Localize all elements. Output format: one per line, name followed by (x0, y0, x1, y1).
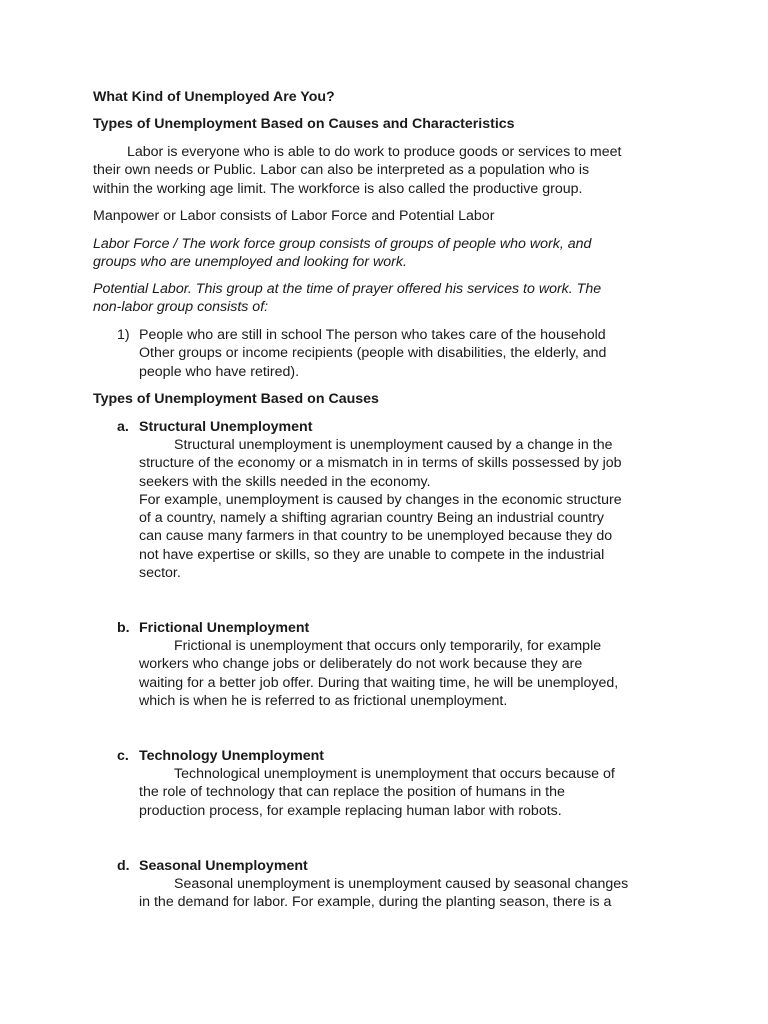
body-line: of a country, namely a shifting agrarian country Being an industrial country (139, 510, 605, 527)
potential-labor-paragraph (93, 280, 601, 317)
list-item (139, 326, 606, 381)
labor-force-paragraph (93, 235, 591, 272)
body-line: waiting for a better job offer. During that waiting time, he will be unemployed, (139, 674, 619, 691)
seasonal-unemployment-heading: Seasonal Unemployment (139, 858, 308, 874)
section-marker: b. (117, 620, 130, 636)
intro-line: within the working age limit. The workforce is also called the productive group. (93, 180, 583, 197)
body-line: Frictional is unemployment that occurs only temporarily, for example (174, 638, 602, 654)
list-item-line: People who are still in school The person who takes care of the household (139, 327, 606, 343)
section-marker: d. (117, 858, 130, 874)
causes-heading: Types of Unemployment Based on Causes (93, 391, 379, 407)
body-line: workers who change jobs or deliberately do not work because they are (139, 656, 583, 673)
technology-unemployment-heading: Technology Unemployment (139, 748, 324, 764)
potential-labor-line: non-labor group consists of: (93, 299, 269, 316)
body-line: seekers with the skills needed in the economy. (139, 473, 431, 490)
structural-unemployment-body (139, 436, 622, 582)
document-subtitle: Types of Unemployment Based on Causes and Characteristics (93, 116, 515, 132)
labor-force-line: Labor Force / The work force group consists of groups of people who work, and (93, 236, 592, 252)
body-line: not have expertise or skills, so they are unable to compete in the industrial (139, 546, 605, 563)
body-line: Seasonal unemployment is unemployment caused by seasonal changes (174, 876, 629, 892)
body-line: Structural unemployment is unemployment caused by a change in the (174, 437, 613, 453)
list-marker: 1) (117, 327, 130, 343)
body-line: the role of technology that can replace the position of humans in the (139, 784, 565, 801)
manpower-paragraph: Manpower or Labor consists of Labor Force and Potential Labor (93, 208, 495, 224)
seasonal-unemployment-body (139, 875, 628, 912)
intro-line: Labor is everyone who is able to do work to produce goods or services to meet (127, 144, 622, 160)
document-title: What Kind of Unemployed Are You? (93, 89, 335, 105)
list-item-line: Other groups or income recipients (people with disabilities, the elderly, and (139, 345, 607, 362)
section-marker: a. (117, 419, 129, 435)
body-line: in the demand for labor. For example, during the planting season, there is a (139, 894, 612, 911)
potential-labor-line: Potential Labor. This group at the time of prayer offered his services to work. The (93, 281, 602, 297)
body-line: Technological unemployment is unemployment that occurs because of (174, 766, 615, 782)
frictional-unemployment-heading: Frictional Unemployment (139, 620, 310, 636)
body-line: can cause many farmers in that country to be unemployed because they do (139, 528, 613, 545)
frictional-unemployment-body (139, 637, 618, 710)
body-line: production process, for example replacing human labor with robots. (139, 802, 562, 819)
section-marker: c. (117, 748, 129, 764)
intro-paragraph (93, 143, 621, 198)
list-item-line: people who have retired). (139, 363, 300, 380)
body-line: sector. (139, 565, 181, 582)
body-line: structure of the economy or a mismatch in in terms of skills possessed by job (139, 455, 622, 472)
intro-line: their own needs or Public. Labor can also be interpreted as a population who is (93, 162, 590, 179)
body-line: which is when he is referred to as frictional unemployment. (139, 692, 508, 709)
structural-unemployment-heading: Structural Unemployment (139, 419, 313, 435)
technology-unemployment-body (139, 765, 615, 820)
body-line: For example, unemployment is caused by changes in the economic structure (139, 491, 622, 508)
labor-force-line: groups who are unemployed and looking for work. (93, 254, 407, 271)
